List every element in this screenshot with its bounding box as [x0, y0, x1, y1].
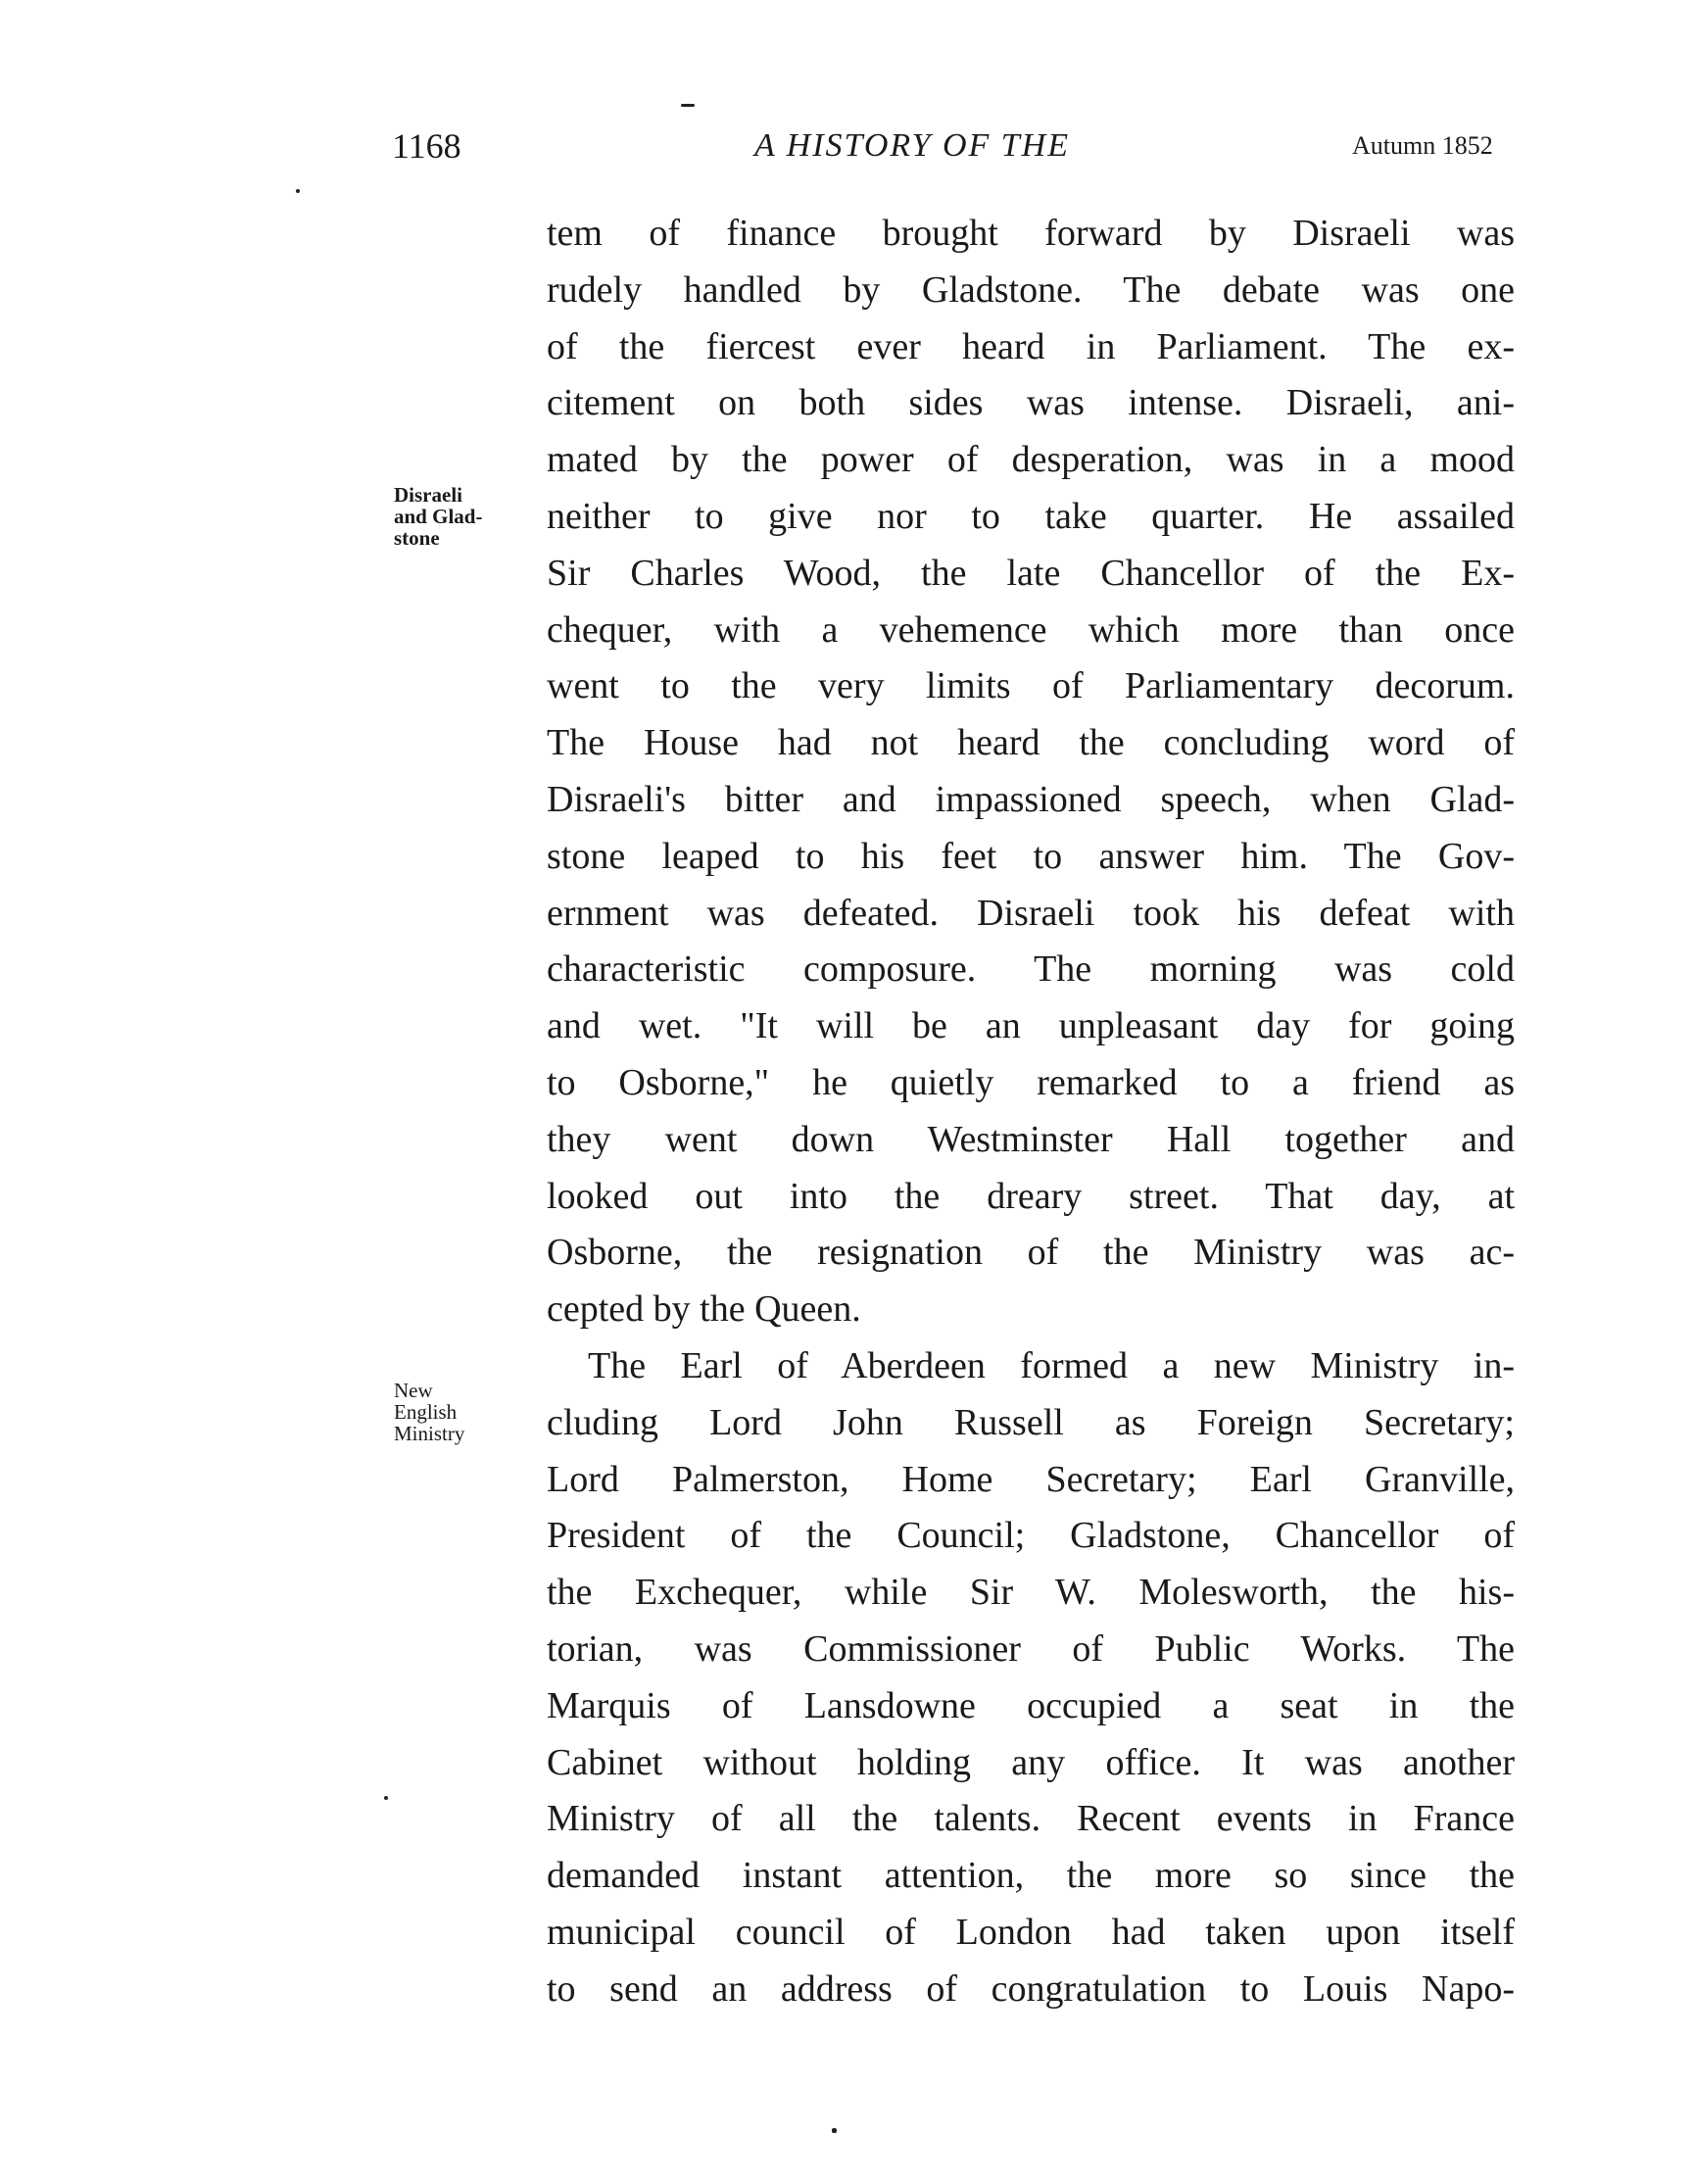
paragraph-2 [547, 1338, 1515, 2018]
text-line: Sir Charles Wood, the late Chancellor of the Ex- [547, 552, 1515, 594]
text-line: Osborne, the resignation of the Ministry was ac- [547, 1232, 1515, 1274]
margin-note-line: Ministry [394, 1422, 465, 1445]
margin-note-disraeli-gladstone [394, 484, 482, 549]
text-line: of the fiercest ever heard in Parliament. The ex- [547, 325, 1515, 367]
margin-note-line: stone [394, 526, 440, 550]
body-text [547, 206, 1515, 2018]
text-line: Marquis of Lansdowne occupied a seat in the [547, 1684, 1515, 1726]
text-line: torian, was Commissioner of Public Works. The [547, 1627, 1515, 1670]
print-speck [384, 1796, 388, 1800]
print-speck [681, 104, 695, 107]
text-line: demanded instant attention, the more so since the [547, 1855, 1515, 1897]
print-speck [296, 189, 300, 193]
text-line: went to the very limits of Parliamentary decorum. [547, 665, 1515, 707]
margin-note-line: Disraeli [394, 483, 462, 507]
text-line: ernment was defeated. Disraeli took his defeat with [547, 892, 1515, 934]
text-line: rudely handled by Gladstone. The debate was one [547, 268, 1515, 311]
text-line: The Earl of Aberdeen formed a new Ministry in- [588, 1344, 1515, 1386]
text-line: tem of finance brought forward by Disraeli was [547, 213, 1515, 254]
running-date: Autumn 1852 [1352, 131, 1493, 160]
text-line: to Osborne," he quietly remarked to a friend as [547, 1061, 1515, 1103]
text-line: Disraeli's bitter and impassioned speech, when Glad- [547, 778, 1515, 820]
page-number: 1168 [392, 126, 461, 166]
text-line: looked out into the dreary street. That day, at [547, 1175, 1515, 1217]
text-line: The House had not heard the concluding word of [547, 722, 1515, 764]
running-title: A HISTORY OF THE [754, 127, 1070, 164]
text-line: characteristic composure. The morning was cold [547, 948, 1515, 991]
margin-note-line: and Glad- [394, 505, 483, 528]
text-line: stone leaped to his feet to answer him. The Gov- [547, 835, 1515, 877]
margin-note-line: English [394, 1400, 458, 1424]
text-line: President of the Council; Gladstone, Chancellor of [547, 1515, 1515, 1557]
print-speck [832, 2128, 837, 2133]
text-line: municipal council of London had taken upon itself [547, 1911, 1515, 1953]
margin-note-line: New [394, 1379, 433, 1402]
text-line: Lord Palmerston, Home Secretary; Earl Granville, [547, 1458, 1515, 1500]
text-line: chequer, with a vehemence which more than once [547, 608, 1515, 651]
text-line: the Exchequer, while Sir W. Molesworth, the his- [547, 1572, 1515, 1614]
text-line: they went down Westminster Hall together and [547, 1118, 1515, 1160]
text-line: cluding Lord John Russell as Foreign Secretary; [547, 1401, 1515, 1443]
text-line: to send an address of congratulation to Louis Napo- [547, 1967, 1515, 2010]
text-line: citement on both sides was intense. Disraeli, ani- [547, 382, 1515, 424]
margin-note-new-english-ministry [394, 1380, 464, 1444]
text-line: and wet. "It will be an unpleasant day for going [547, 1005, 1515, 1047]
text-line: neither to give nor to take quarter. He assailed [547, 495, 1515, 537]
text-line: mated by the power of desperation, was in a mood [547, 439, 1515, 481]
text-line: Cabinet without holding any office. It was another [547, 1741, 1515, 1783]
text-line: Ministry of all the talents. Recent events in France [547, 1798, 1515, 1840]
text-line: cepted by the Queen. [547, 1288, 861, 1331]
paragraph-1 [547, 206, 1515, 1338]
